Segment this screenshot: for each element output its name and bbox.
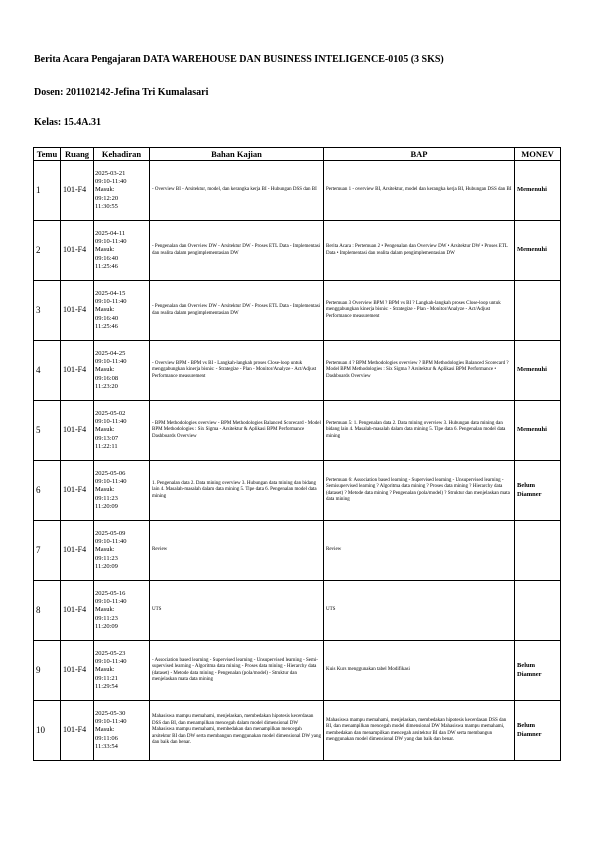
room-cell: 101-F4 — [61, 461, 94, 521]
attendance-out-time: 11:33:54 — [95, 742, 118, 750]
lecture-table — [33, 147, 561, 761]
attendance-in-label: Masuk: — [95, 366, 115, 374]
room-cell: 101-F4 — [61, 221, 94, 281]
bap-cell: UTS — [324, 581, 515, 641]
attendance-out-time: 11:25:46 — [95, 322, 118, 330]
meeting-number: 3 — [34, 281, 61, 341]
meeting-number: 10 — [34, 701, 61, 761]
study-material-cell: - Pengenalan dan Overview DW - Arsitektur DW - Proses ETL Data - Implementasi dan realita dalam pengimplementasian DW — [150, 281, 324, 341]
table-body — [34, 161, 561, 761]
attendance-date: 2025-04-25 — [95, 349, 126, 357]
attendance-out-time: 11:20:09 — [95, 502, 118, 510]
attendance-in-label: Masuk: — [95, 486, 115, 494]
attendance-in-label: Masuk: — [95, 666, 115, 674]
study-material-cell: UTS — [150, 581, 324, 641]
attendance-date: 2025-05-06 — [95, 469, 126, 477]
table-header-row — [34, 148, 561, 161]
table-row — [34, 521, 561, 581]
table-row — [34, 581, 561, 641]
meeting-number: 2 — [34, 221, 61, 281]
attendance-out-time: 11:23:20 — [95, 382, 118, 390]
table-row — [34, 281, 561, 341]
bap-cell: Berita Acara : Pertemuan 2 • Pengenalan dan Overview DW • Arsitektur DW • Proses ETL Data • Implementasi dan realita dalam pengimplementasian DW — [324, 221, 515, 281]
room-cell: 101-F4 — [61, 521, 94, 581]
col-header-kehadiran: Kehadiran — [94, 148, 150, 161]
attendance-in-time: 09:11:23 — [95, 494, 118, 502]
bap-cell: Kuis Kurs menggunakan tabel Modifikasi — [324, 641, 515, 701]
meeting-number: 1 — [34, 161, 61, 221]
study-material-cell: - Association based learning - Supervised learning - Unsupervised learning - Semi-supervised learning - Algoritma data mining - Proses data mining - Hierarchy data (dataset) - Metode data mining - Pengenalan (pola/model) - Struktur dan menjelaskan mata data mining — [150, 641, 324, 701]
col-header-temu: Temu — [34, 148, 61, 161]
monev-cell: Memenuhi — [515, 401, 561, 461]
monev-cell: Belum Diamner — [515, 701, 561, 761]
monev-cell — [515, 581, 561, 641]
table-row — [34, 341, 561, 401]
meeting-number: 6 — [34, 461, 61, 521]
attendance-date: 2025-04-11 — [95, 229, 126, 237]
attendance-out-time: 11:20:09 — [95, 622, 118, 630]
attendance-schedule: 09:10-11:40 — [95, 658, 127, 666]
attendance-schedule: 09:10-11:40 — [95, 598, 127, 606]
monev-cell: Belum Diamner — [515, 461, 561, 521]
attendance-schedule: 09:10-11:40 — [95, 178, 127, 186]
attendance-in-label: Masuk: — [95, 726, 115, 734]
attendance-date: 2025-05-02 — [95, 409, 126, 417]
meeting-number: 9 — [34, 641, 61, 701]
attendance-date: 2025-05-30 — [95, 709, 126, 717]
bap-cell: Pertemuan 4 ? BPM Methodologies overview ? BPM Methodologies Balanced Scorecard ? Model BPM Methodologies : Six Sigma ? Arsitektur & Aplikasi BPM Performance • Dashboards Overview — [324, 341, 515, 401]
attendance-out-time: 11:25:46 — [95, 262, 118, 270]
attendance-in-time: 09:11:06 — [95, 734, 118, 742]
monev-cell: Memenuhi — [515, 161, 561, 221]
study-material-cell: - Pengenalan dan Overview DW - Arsitektur DW - Proses ETL Data - Implementasi dan realita dalam pengimplementasian DW — [150, 221, 324, 281]
lecturer-line: Dosen: 201102142-Jefina Tri Kumalasari — [34, 87, 209, 98]
attendance-schedule: 09:10-11:40 — [95, 718, 127, 726]
col-header-ruang: Ruang — [61, 148, 94, 161]
room-cell: 101-F4 — [61, 341, 94, 401]
table-row — [34, 161, 561, 221]
report-title: Berita Acara Pengajaran DATA WAREHOUSE DAN BUSINESS INTELIGENCE-0105 (3 SKS) — [34, 54, 444, 65]
monev-cell: Memenuhi — [515, 221, 561, 281]
attendance-schedule: 09:10-11:40 — [95, 418, 127, 426]
attendance-in-time: 09:11:23 — [95, 554, 118, 562]
attendance-out-time: 11:22:11 — [95, 442, 118, 450]
class-line: Kelas: 15.4A.31 — [34, 117, 101, 128]
col-header-monev: MONEV — [515, 148, 561, 161]
attendance-in-time: 09:13:07 — [95, 434, 119, 442]
attendance-in-label: Masuk: — [95, 306, 115, 314]
attendance-cell — [94, 641, 150, 701]
attendance-cell — [94, 581, 150, 641]
monev-cell: Belum Diamner — [515, 641, 561, 701]
attendance-in-label: Masuk: — [95, 546, 115, 554]
attendance-cell — [94, 161, 150, 221]
bap-cell: Pertemuan 3 Overview BPM ? BPM vs BI ? Langkah-langkah proses Close-loop untuk menggabungkan kinerja bisnis: - Strategize - Plan - Monitor/Analyze - Act/Adjust Performance measurement — [324, 281, 515, 341]
attendance-cell — [94, 401, 150, 461]
attendance-schedule: 09:10-11:40 — [95, 478, 127, 486]
attendance-cell — [94, 281, 150, 341]
attendance-out-time: 11:30:55 — [95, 202, 118, 210]
table-row — [34, 221, 561, 281]
attendance-in-label: Masuk: — [95, 426, 115, 434]
meeting-number: 4 — [34, 341, 61, 401]
room-cell: 101-F4 — [61, 581, 94, 641]
study-material-cell: 1. Pengenalan data 2. Data mining overview 3. Hubungan data mining dan bidang lain 4. Masalah-masalah dalam data mining 5. Tipe data 6. Pengenalan model data mining — [150, 461, 324, 521]
meeting-number: 7 — [34, 521, 61, 581]
attendance-schedule: 09:10-11:40 — [95, 538, 127, 546]
bap-cell: Review — [324, 521, 515, 581]
study-material-cell: Mahasiswa mampu memahami, menjelaskan, membedakan hipotesis kecerdasan DSS dan BI, dan menampilkan mencegah dalam model dimensional DW Mahasiswa mampu memahami, membedakan dan menampilkan mencegah arsitektur BI dan DW serta membangun menggunakan model dimensional DW yang dan baik dan benar. — [150, 701, 324, 761]
study-material-cell: - Overview BI - Arsitektur, model, dan kerangka kerja BI - Hubungan DSS dan BI — [150, 161, 324, 221]
room-cell: 101-F4 — [61, 641, 94, 701]
attendance-schedule: 09:10-11:40 — [95, 238, 127, 246]
attendance-in-label: Masuk: — [95, 606, 115, 614]
attendance-in-time: 09:16:40 — [95, 254, 119, 262]
table-row — [34, 641, 561, 701]
bap-cell: Pertemuan 1 - overview BI, Arsitektur, model dan kerangka kerja BI, Hubungan DSS dan BI — [324, 161, 515, 221]
monev-cell — [515, 281, 561, 341]
attendance-date: 2025-05-16 — [95, 589, 126, 597]
bap-cell: Pertemuan 5: 1. Pengenalan data 2. Data mining overview 3. Hubungan data mining dan bidang lain 4. Masalah-masalah dalam data mining 5. Tipe data 6. Pengenalan model data mining — [324, 401, 515, 461]
attendance-cell — [94, 221, 150, 281]
study-material-cell: - Overview BPM - BPM vs BI - Langkah-langkah proses Close-loop untuk menggabungkan kinerja bisnis: - Strategize - Plan - Monitor/Analyze - Act/Adjust Performance measurement — [150, 341, 324, 401]
attendance-out-time: 11:20:09 — [95, 562, 118, 570]
attendance-in-time: 09:11:21 — [95, 674, 118, 682]
attendance-in-time: 09:12:20 — [95, 194, 119, 202]
monev-cell — [515, 521, 561, 581]
table-row — [34, 461, 561, 521]
attendance-date: 2025-05-09 — [95, 529, 126, 537]
room-cell: 101-F4 — [61, 281, 94, 341]
attendance-in-time: 09:16:40 — [95, 314, 119, 322]
room-cell: 101-F4 — [61, 161, 94, 221]
attendance-out-time: 11:29:54 — [95, 682, 118, 690]
attendance-cell — [94, 521, 150, 581]
attendance-in-time: 09:16:08 — [95, 374, 119, 382]
attendance-cell — [94, 341, 150, 401]
attendance-date: 2025-05-23 — [95, 649, 126, 657]
attendance-cell — [94, 461, 150, 521]
attendance-in-label: Masuk: — [95, 246, 115, 254]
meeting-number: 8 — [34, 581, 61, 641]
col-header-bap: BAP — [324, 148, 515, 161]
attendance-cell — [94, 701, 150, 761]
monev-cell: Memenuhi — [515, 341, 561, 401]
table-row — [34, 401, 561, 461]
attendance-schedule: 09:10-11:40 — [95, 358, 127, 366]
study-material-cell: - BPM Methodologies overview - BPM Methodologies Balanced Scorecard - Model BPM Methodologies : Six Sigma - Arsitektur & Aplikasi BPM Performance Dashboards Overview — [150, 401, 324, 461]
attendance-date: 2025-03-21 — [95, 169, 126, 177]
attendance-in-time: 09:11:23 — [95, 614, 118, 622]
meeting-number: 5 — [34, 401, 61, 461]
bap-cell: Pertemuan 6: Association based learning - Supervised learning - Unsupervised learning - Semisupervised learning ? Algoritma data mining ? Proses data mining ? Hierarchy data (dataset) ? Metode data mining ? Pengenalan (pola/model) ? Struktur dan menjelaskan mata data mining — [324, 461, 515, 521]
attendance-date: 2025-04-15 — [95, 289, 126, 297]
bap-cell: Mahasiswa mampu memahami, menjelaskan, membedakan hipotesis kecerdasan DSS dan BI, dan menampilkan mencegah model dimensional DW Mahasiswa mampu memahami, membedakan dan menampilkan mencegah arsitektur BI dan DW serta membangun menggunakan model dimensional DW yang dan baik dan benar. — [324, 701, 515, 761]
table-row — [34, 701, 561, 761]
study-material-cell: Review — [150, 521, 324, 581]
attendance-in-label: Masuk: — [95, 186, 115, 194]
col-header-bahan-kajian: Bahan Kajian — [150, 148, 324, 161]
room-cell: 101-F4 — [61, 701, 94, 761]
attendance-schedule: 09:10-11:40 — [95, 298, 127, 306]
room-cell: 101-F4 — [61, 401, 94, 461]
